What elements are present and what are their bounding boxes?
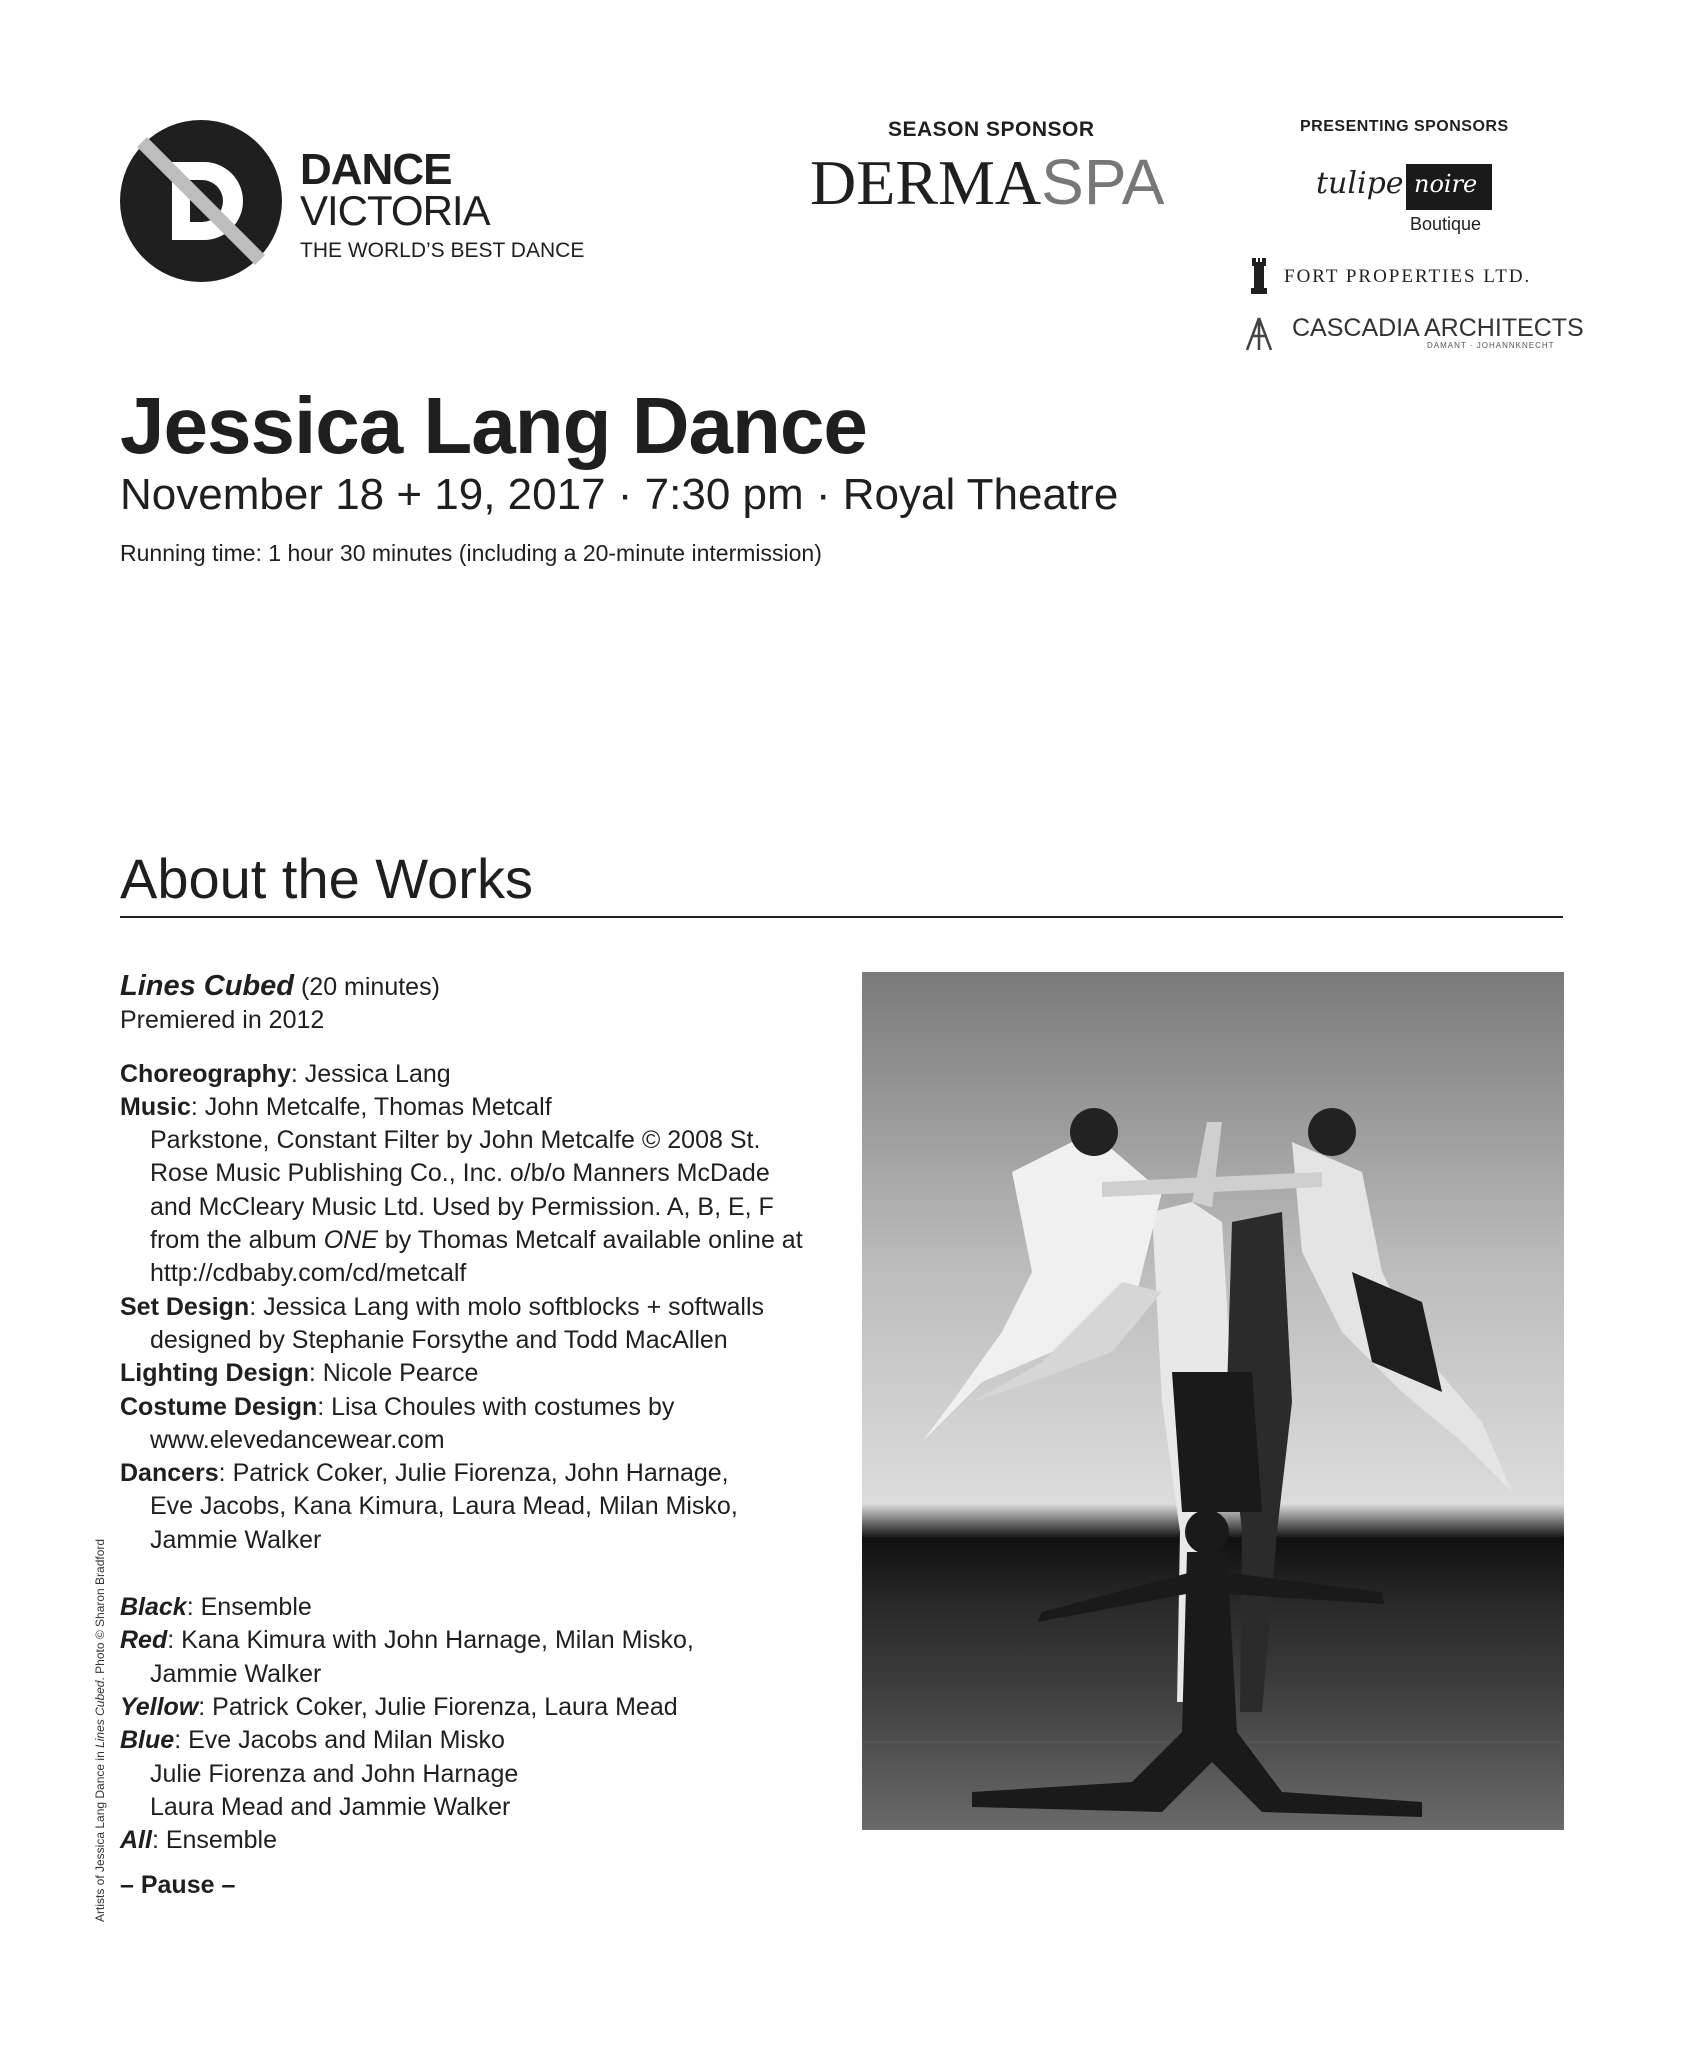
work-duration: (20 minutes) [294, 973, 440, 1001]
credit-costume-line: www.elevedancewear.com [150, 1425, 445, 1454]
section-blue-line: Laura Mead and Jammie Walker [150, 1792, 511, 1821]
logo-tagline: THE WORLD’S BEST DANCE [300, 239, 585, 262]
logo-wordmark [300, 145, 585, 262]
tulipe-noire: noire [1414, 170, 1478, 198]
credit-music-album: from the album ONE by Thomas Metcalf available online at [150, 1226, 803, 1255]
section-yellow: Yellow: Patrick Coker, Julie Fiorenza, Laura Mead [120, 1692, 678, 1721]
section-all: All: Ensemble [120, 1826, 278, 1855]
section-title: About the Works [120, 847, 533, 910]
season-sponsor-label: SEASON SPONSOR [888, 118, 1095, 141]
tulipe-noire-logo [1316, 160, 1496, 212]
credit-set-design-line: designed by Stephanie Forsythe and Todd MacAllen [150, 1325, 728, 1354]
presenting-sponsors-label: PRESENTING SPONSORS [1300, 118, 1509, 135]
dermaspa-derma: DERMA [810, 147, 1042, 218]
fort-properties-logo: FORT PROPERTIES LTD. [1284, 266, 1532, 287]
pause-marker: – Pause – [120, 1871, 236, 1900]
section-divider [120, 916, 1563, 918]
credit-lighting-design: Lighting Design: Nicole Pearce [120, 1359, 479, 1388]
cascadia-triangle-icon [1245, 316, 1277, 352]
section-blue-line: Julie Fiorenza and John Harnage [150, 1759, 519, 1788]
logo-dance: DANCE [300, 145, 452, 194]
tulipe-script: tulipe [1316, 166, 1404, 201]
credit-dancers: Dancers: Patrick Coker, Julie Fiorenza, John Harnage, [120, 1459, 729, 1488]
event-date-venue: November 18 + 19, 2017 · 7:30 pm · Royal Theatre [120, 470, 1119, 519]
credit-choreography: Choreography: Jessica Lang [120, 1059, 451, 1088]
credit-music-line: and McCleary Music Ltd. Used by Permission. A, B, E, F [150, 1192, 774, 1221]
dermaspa-spa: SPA [1041, 146, 1165, 218]
section-blue: Blue: Eve Jacobs and Milan Misko [120, 1726, 505, 1755]
dermaspa-logo [810, 146, 1165, 218]
page-title: Jessica Lang Dance [120, 381, 867, 470]
credit-music: Music: John Metcalfe, Thomas Metcalf [120, 1092, 552, 1121]
section-red-line: Jammie Walker [150, 1659, 322, 1688]
section-red: Red: Kana Kimura with John Harnage, Milan Misko, [120, 1626, 694, 1655]
section-black: Black: Ensemble [120, 1593, 312, 1622]
cascadia-subtitle: DAMANT · JOHANNKNECHT [1427, 341, 1555, 350]
photo-credit: Artists of Jessica Lang Dance in Lines Cubed. Photo © Sharon Bradford [93, 1538, 107, 1922]
work-heading [120, 970, 840, 1004]
work-name: Lines Cubed [120, 970, 295, 1002]
credit-music-line: Rose Music Publishing Co., Inc. o/b/o Manners McDade [150, 1159, 770, 1188]
work-details [120, 970, 840, 1903]
dance-photo [862, 972, 1564, 1830]
running-time: Running time: 1 hour 30 minutes (including a 20-minute intermission) [120, 540, 822, 566]
work-premiere: Premiered in 2012 [120, 1006, 325, 1035]
tulipe-boutique: Boutique [1410, 214, 1482, 234]
credit-costume-design: Costume Design: Lisa Choules with costumes by [120, 1392, 675, 1421]
credit-set-design: Set Design: Jessica Lang with molo softblocks + softwalls [120, 1292, 765, 1321]
dance-victoria-logo-icon [120, 120, 282, 282]
credit-music-line: Parkstone, Constant Filter by John Metcalfe © 2008 St. [150, 1126, 761, 1155]
chess-rook-icon [1250, 256, 1268, 296]
cascadia-architects-logo: CASCADIA ARCHITECTS [1292, 314, 1584, 342]
logo-victoria: VICTORIA [300, 187, 490, 234]
credit-dancers-line: Jammie Walker [150, 1525, 322, 1554]
credit-music-url: http://cdbaby.com/cd/metcalf [150, 1259, 467, 1288]
credit-dancers-line: Eve Jacobs, Kana Kimura, Laura Mead, Milan Misko, [150, 1492, 738, 1521]
